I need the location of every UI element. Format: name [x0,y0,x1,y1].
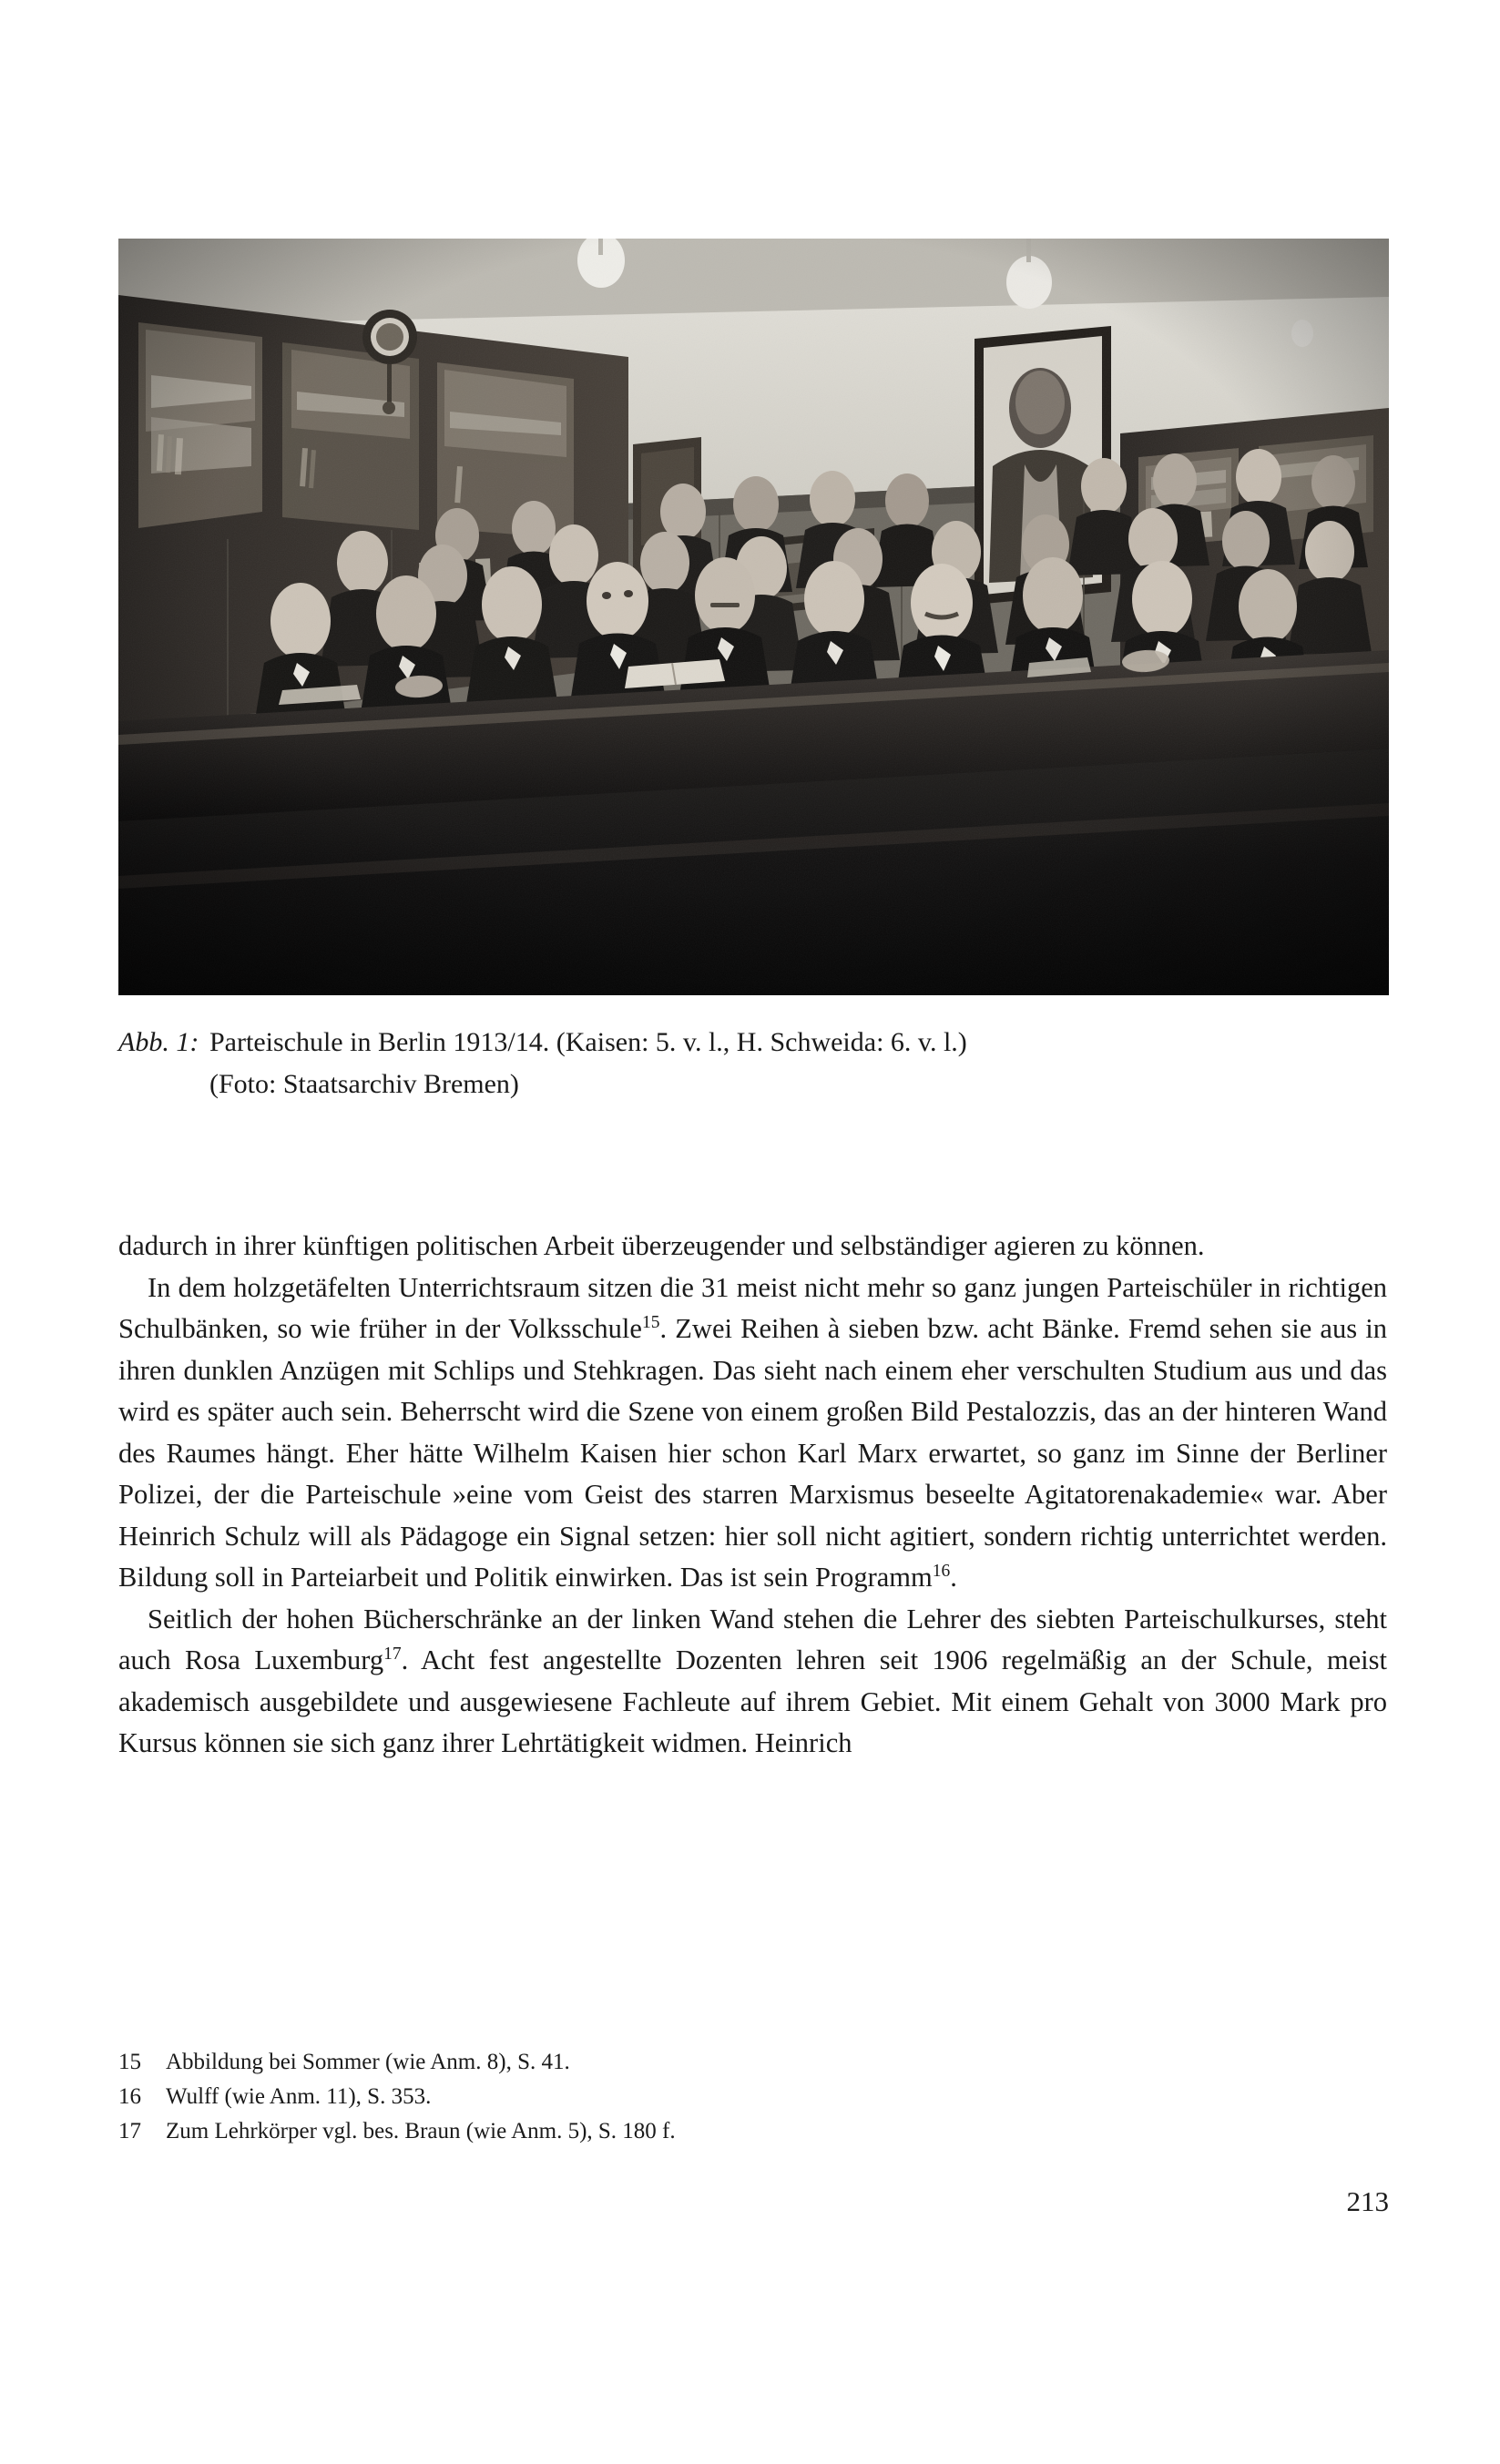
photograph-artwork [118,239,1389,995]
paragraph-2-part-a: In dem holzgetäfelten Unterrichtsraum sitzen die 31 meist nicht mehr so ganz jungen Parteischüler in richtigen Schulbänken, so wie früher in der Volksschule [118,1271,1387,1344]
footnote-list [118,2045,1389,2149]
paragraph-2-part-c: . [950,1562,957,1593]
footnote-item [118,2114,1389,2149]
paragraph-3-part-a: Seitlich der hohen Bücherschränke an der linken Wand stehen die Lehrer des siebten Parteischulkurses, steht auch Rosa Luxemburg [118,1603,1387,1675]
footnote-text: Wulff (wie Anm. 11), S. 353. [166,2084,432,2109]
parteischule-photograph [118,239,1389,995]
paragraph-3 [118,1599,1387,1765]
caption-line-1 [118,1022,1389,1064]
paragraph-2 [118,1268,1387,1599]
footnote-text: Zum Lehrkörper vgl. bes. Braun (wie Anm. 5), S. 180 f. [166,2119,676,2143]
figure-1 [118,239,1389,995]
footnote-text: Abbildung bei Sommer (wie Anm. 8), S. 41. [166,2050,570,2074]
footnote-number: 17 [118,2119,141,2143]
page-number: 213 [1346,2185,1389,2217]
paragraph-2-part-b: . Zwei Reihen à sieben bzw. acht Bänke. Fremd sehen sie aus in ihren dunklen Anzügen mit Schlips und Stehkragen. Das sieht nach einem eher verschulten Studium aus und das wird es später auch sein. Beherrscht wird die Szene von einem großen Bild Pestalozzis, das an der hinteren Wand des Raumes hängt. Eher hätte Wilhelm Kaisen hier schon Karl Marx erwartet, so ganz im Sinne der Berliner Polizei, der die Parteischule »eine vom Geist des starren Marxismus beseelte Agitatorenakademie« war. Aber Heinrich Schulz will als Pädagoge ein Signal setzen: hier soll nicht agitiert, sondern richtig unterrichtet werden. Bildung soll in Parteiarbeit und Politik einwirken. Das ist sein Programm [118,1313,1388,1593]
caption-text-1: Parteischule in Berlin 1913/14. (Kaisen: 5. v. l., H. Schweida: 6. v. l.) [209,1027,967,1057]
figure-caption [118,1022,1389,1105]
footnote-number: 15 [118,2050,141,2074]
footnote-item [118,2045,1389,2080]
footnote-ref-17[interactable]: 17 [383,1644,402,1664]
footnote-item [118,2080,1389,2114]
figure-label: Abb. 1: [118,1027,199,1057]
footnote-number: 16 [118,2084,141,2109]
body-text [118,1226,1387,1765]
caption-line-2: (Foto: Staatsarchiv Bremen) [209,1069,519,1099]
footnote-ref-15[interactable]: 15 [641,1312,660,1332]
footnote-ref-16[interactable]: 16 [932,1561,951,1581]
paragraph-3-part-b: . Acht fest angestellte Dozenten lehren seit 1906 regelmäßig an der Schule, meist akademisch ausgebildete und ausgewiesene Fachleute auf ihrem Gebiet. Mit einem Gehalt von 3000 Mark pro Kursus können sie sich ganz ihrer Lehrtätigkeit widmen. Heinrich [118,1644,1387,1758]
paragraph-1: dadurch in ihrer künftigen politischen Arbeit überzeugender und selbständiger agieren zu können. [118,1230,1205,1261]
